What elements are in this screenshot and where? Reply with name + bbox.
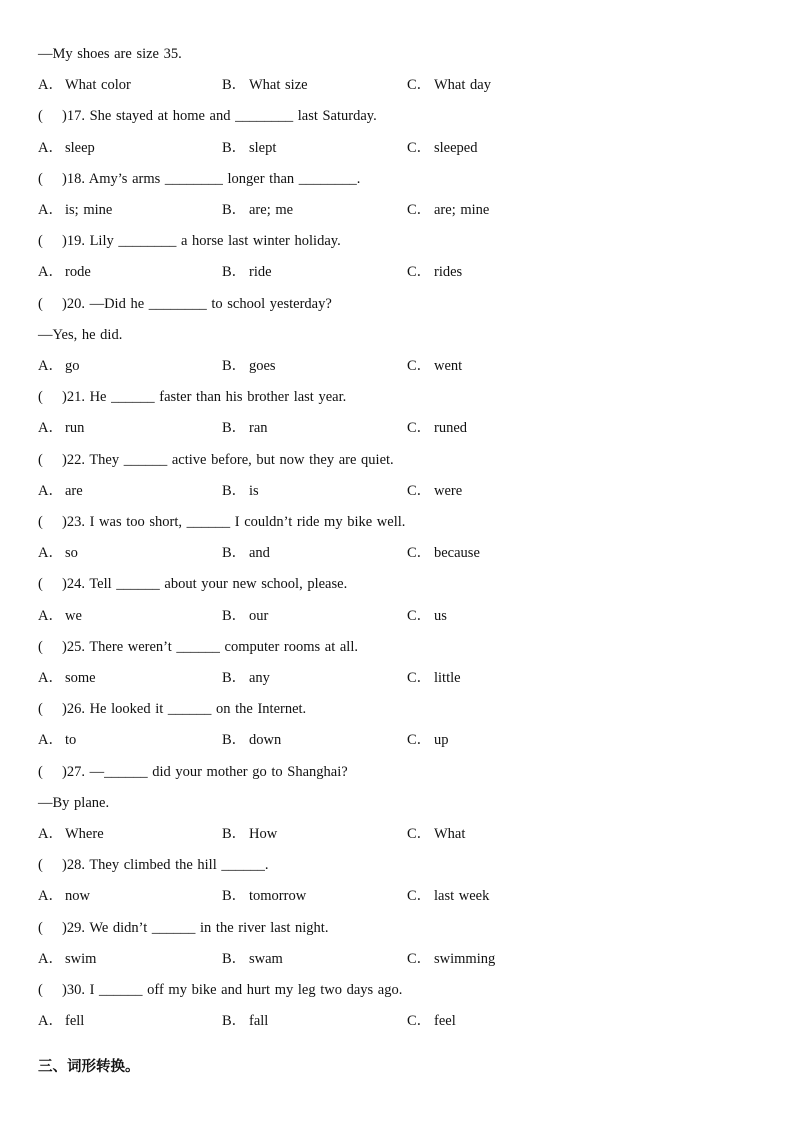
option-text: are; me — [249, 202, 294, 218]
option-text: are; mine — [434, 202, 490, 218]
option-text: down — [249, 732, 282, 749]
option-letter: C． — [407, 950, 432, 967]
option-c — [407, 137, 477, 159]
option-letter: B． — [222, 950, 247, 967]
option-text: is — [249, 482, 259, 499]
option-a — [38, 1010, 84, 1032]
question-text: )19. Lily ________ a horse last winter holiday. — [62, 233, 341, 250]
option-letter: A． — [38, 264, 63, 281]
option-a — [38, 137, 95, 159]
question-line — [38, 636, 358, 658]
option-text: went — [434, 358, 463, 374]
answer-paren: ( — [38, 170, 43, 187]
option-text: now — [65, 888, 90, 905]
option-text: swam — [249, 950, 283, 967]
option-b — [222, 667, 270, 689]
question-line — [38, 105, 377, 127]
dialogue-line: —My shoes are size 35. — [38, 46, 182, 62]
option-letter: A． — [38, 670, 63, 686]
question-text: )18. Amy’s arms ________ longer than ________. — [62, 170, 361, 187]
option-letter: C． — [407, 607, 432, 624]
option-a — [38, 823, 104, 845]
option-c — [407, 605, 447, 627]
option-text: run — [65, 420, 85, 437]
answer-paren: ( — [38, 701, 43, 718]
answer-paren: ( — [38, 514, 43, 530]
option-text: swim — [65, 950, 97, 967]
option-letter: A． — [38, 607, 63, 624]
option-letter: A． — [38, 482, 63, 499]
option-letter: B． — [222, 670, 247, 686]
option-text: is; mine — [65, 202, 113, 218]
question-line — [38, 979, 402, 1001]
option-c — [407, 480, 462, 502]
option-a — [38, 417, 84, 439]
question-text: )27. —______ did your mother go to Shanghai? — [62, 763, 348, 780]
option-a — [38, 948, 96, 970]
option-letter: B． — [222, 139, 247, 156]
question-text: )17. She stayed at home and ________ last Saturday. — [62, 108, 377, 125]
section-heading: 三、词形转换。 — [38, 1059, 140, 1075]
option-c — [407, 199, 489, 221]
option-a — [38, 542, 78, 564]
question-text: )22. They ______ active before, but now they are quiet. — [62, 451, 394, 468]
option-letter: C． — [407, 420, 432, 437]
option-b — [222, 729, 281, 751]
option-a — [38, 729, 76, 751]
option-text: any — [249, 670, 270, 686]
option-text: runed — [434, 420, 468, 437]
option-b — [222, 605, 268, 627]
option-text: to — [65, 732, 77, 749]
option-letter: B． — [222, 77, 247, 94]
option-text: ride — [249, 264, 272, 281]
option-letter: B． — [222, 545, 247, 562]
option-a — [38, 74, 131, 96]
option-letter: C． — [407, 888, 432, 905]
option-letter: A． — [38, 1013, 63, 1030]
option-letter: B． — [222, 607, 247, 624]
option-text: feel — [434, 1013, 456, 1030]
option-letter: B． — [222, 202, 247, 218]
question-text: )21. He ______ faster than his brother last year. — [62, 389, 347, 406]
option-letter: A． — [38, 202, 63, 218]
option-text: last week — [434, 888, 490, 905]
option-letter: C． — [407, 826, 432, 842]
option-letter: B． — [222, 358, 247, 374]
option-letter: C． — [407, 264, 432, 281]
answer-paren: ( — [38, 295, 43, 312]
answer-paren: ( — [38, 389, 43, 406]
question-line — [38, 293, 332, 315]
option-b — [222, 480, 259, 502]
option-text: go — [65, 358, 80, 374]
option-b — [222, 261, 272, 283]
option-text: What — [434, 826, 466, 842]
option-letter: A． — [38, 888, 63, 905]
option-text: we — [65, 607, 82, 624]
question-text: )24. Tell ______ about your new school, please. — [62, 576, 348, 593]
option-text: because — [434, 545, 480, 562]
option-c — [407, 261, 462, 283]
answer-paren: ( — [38, 638, 43, 655]
option-text: swimming — [434, 950, 496, 967]
option-c — [407, 885, 489, 907]
option-letter: C． — [407, 358, 432, 374]
question-text: )20. —Did he ________ to school yesterday? — [62, 295, 332, 312]
option-text: goes — [249, 358, 276, 374]
option-a — [38, 480, 83, 502]
option-text: so — [65, 545, 78, 562]
question-line — [38, 511, 405, 533]
question-line — [38, 386, 346, 408]
option-c — [407, 417, 467, 439]
option-c — [407, 1010, 456, 1032]
option-text: fall — [249, 1013, 269, 1030]
option-text: rode — [65, 264, 91, 281]
option-c — [407, 355, 462, 377]
option-a — [38, 667, 96, 689]
option-letter: A． — [38, 732, 63, 749]
option-text: ran — [249, 420, 268, 437]
option-letter: A． — [38, 358, 63, 374]
option-text: rides — [434, 264, 463, 281]
option-text: slept — [249, 139, 277, 156]
option-text: What color — [65, 77, 131, 94]
answer-paren: ( — [38, 857, 43, 874]
option-b — [222, 74, 308, 96]
question-text: )29. We didn’t ______ in the river last night. — [62, 919, 329, 936]
option-a — [38, 885, 90, 907]
answer-paren: ( — [38, 919, 43, 936]
option-c — [407, 823, 465, 845]
option-text: some — [65, 670, 96, 686]
answer-paren: ( — [38, 576, 43, 593]
option-b — [222, 885, 306, 907]
question-text: )23. I was too short, ______ I couldn’t ride my bike well. — [62, 514, 406, 530]
option-text: Where — [65, 826, 104, 842]
option-b — [222, 137, 276, 159]
dialogue-line: —Yes, he did. — [38, 326, 123, 343]
option-b — [222, 199, 293, 221]
option-letter: C． — [407, 1013, 432, 1030]
question-line — [38, 573, 347, 595]
option-c — [407, 729, 449, 751]
question-line — [38, 917, 328, 939]
answer-paren: ( — [38, 982, 43, 998]
option-text: fell — [65, 1013, 85, 1030]
option-b — [222, 1010, 268, 1032]
option-letter: B． — [222, 264, 247, 281]
option-text: us — [434, 607, 447, 624]
option-letter: C． — [407, 482, 432, 499]
option-letter: C． — [407, 77, 432, 94]
option-c — [407, 948, 495, 970]
option-text: our — [249, 607, 269, 624]
question-text: )30. I ______ off my bike and hurt my leg two days ago. — [62, 982, 403, 998]
question-text: )26. He looked it ______ on the Internet. — [62, 701, 307, 718]
option-letter: B． — [222, 888, 247, 905]
option-text: up — [434, 732, 449, 749]
option-letter: C． — [407, 732, 432, 749]
option-text: sleeped — [434, 139, 478, 156]
option-letter: A． — [38, 826, 63, 842]
option-b — [222, 542, 270, 564]
option-text: little — [434, 670, 461, 686]
option-a — [38, 261, 91, 283]
option-letter: B． — [222, 482, 247, 499]
option-letter: B． — [222, 420, 247, 437]
option-text: were — [434, 482, 463, 499]
option-a — [38, 355, 80, 377]
option-text: What size — [249, 77, 308, 94]
answer-paren: ( — [38, 108, 43, 125]
option-letter: C． — [407, 202, 432, 218]
option-text: tomorrow — [249, 888, 307, 905]
option-c — [407, 74, 491, 96]
option-text: sleep — [65, 139, 95, 156]
question-line — [38, 449, 394, 471]
option-b — [222, 823, 277, 845]
option-letter: A． — [38, 420, 63, 437]
option-letter: B． — [222, 732, 247, 749]
option-letter: A． — [38, 139, 63, 156]
option-letter: B． — [222, 1013, 247, 1030]
question-line — [38, 230, 341, 252]
answer-paren: ( — [38, 451, 43, 468]
option-letter: B． — [222, 826, 247, 842]
option-b — [222, 948, 283, 970]
option-letter: C． — [407, 670, 432, 686]
option-a — [38, 199, 112, 221]
option-text: How — [249, 826, 278, 842]
dialogue-line: —By plane. — [38, 794, 110, 811]
question-line — [38, 854, 269, 876]
option-c — [407, 667, 461, 689]
question-line — [38, 168, 360, 190]
answer-paren: ( — [38, 233, 43, 250]
question-text: )28. They climbed the hill ______. — [62, 857, 269, 874]
option-text: What day — [434, 77, 491, 94]
option-text: are — [65, 482, 83, 499]
option-text: and — [249, 545, 270, 562]
option-a — [38, 605, 82, 627]
question-line — [38, 698, 306, 720]
question-line — [38, 761, 348, 783]
option-c — [407, 542, 480, 564]
question-text: )25. There weren’t ______ computer rooms at all. — [62, 638, 358, 655]
answer-paren: ( — [38, 763, 43, 780]
option-letter: C． — [407, 545, 432, 562]
option-letter: C． — [407, 139, 432, 156]
option-letter: A． — [38, 545, 63, 562]
option-b — [222, 355, 276, 377]
option-b — [222, 417, 268, 439]
option-letter: A． — [38, 77, 63, 94]
option-letter: A． — [38, 950, 63, 967]
